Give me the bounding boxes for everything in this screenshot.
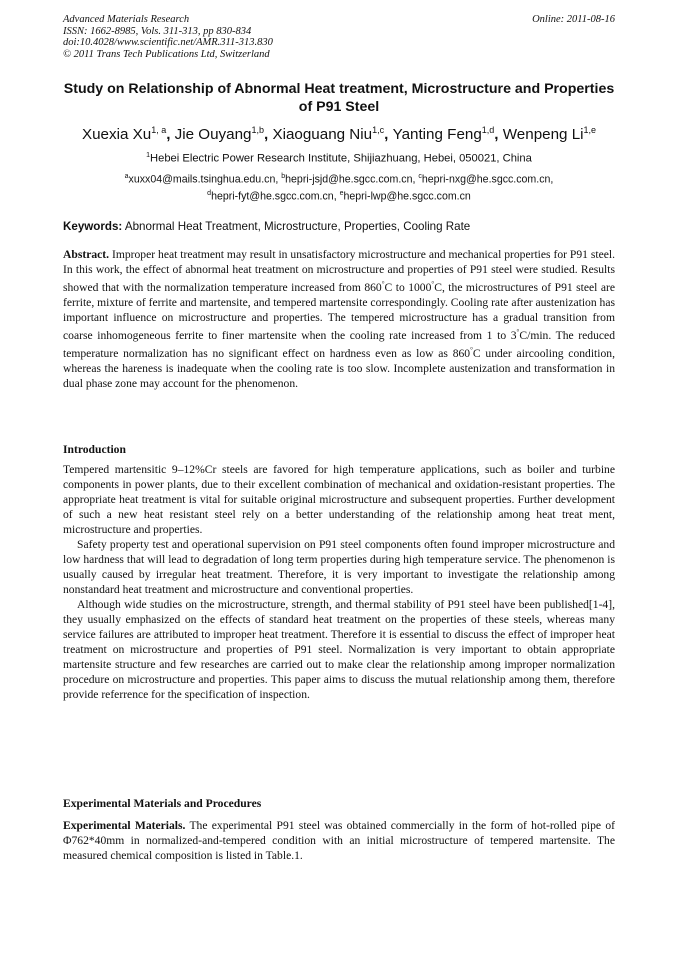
doi-line: doi:10.4028/www.scientific.net/AMR.311-313.830 [63, 37, 273, 48]
abstract-label: Abstract. [63, 248, 110, 261]
paper-title: Study on Relationship of Abnormal Heat treatment, Microstructure and Properties of P91 Steel [63, 81, 615, 115]
abstract-text: C/min. The reduced temperature normalization has no significant effect on hardness even as low as 860 [63, 328, 615, 360]
journal-name: Advanced Materials Research [63, 14, 190, 25]
email-mark: c [418, 173, 422, 180]
author-affil-mark: 1,d [481, 125, 495, 135]
degree-sign: ° [516, 327, 520, 336]
issn-line: ISSN: 1662-8985, Vols. 311-313, pp 830-834 [63, 25, 252, 37]
email-mark: b [281, 173, 286, 180]
introduction-paragraph: Tempered martensitic 9–12%Cr steels are favored for high temperature applications, such as boiler and turbine components in power plants, due to their excellent combination of mechanical and oxidation-resistant properties. The appropriate heat treatment is vital for suitable original microstructure and subsequent properties. Further development of such a new heat resistant steel rely on a better understanding of the relationship among heat treat ment, microstructure and properties. [63, 463, 615, 536]
author-affil-mark: 1, a [151, 125, 167, 135]
email-address[interactable]: hepri-lwp@he.sgcc.com.cn [343, 190, 471, 203]
author-affil-mark: 1,c [372, 125, 385, 135]
experimental-materials-text: The experimental P91 steel was obtained commercially in the form of hot-rolled pipe of Φ762*40mm in normalized-and-tempered condition with an initial microstructure of tempered martensite. The measured chemical composition is listed in Table.1. [63, 819, 615, 862]
email-list: $^a$xuxx04@mails.tsinghua.edu.cn, $^b$hepri-jsjd@he.sgcc.com.cn, $^c$hepri-nxg@he.sgcc.com.cn, $^d$hepri-fyt@he.sgcc.com.cn, $^e$hepri-lwp@he.sgcc.com.cn [124, 173, 554, 203]
author-name: Xuexia Xu [81, 126, 152, 144]
abstract-text: C under aircooling condition, whereas the hareness is inadequate when the cooling rate is too slow. Incomplete austenization and transformation in dual phase zone may account for the phenomenon. [63, 346, 615, 390]
keywords-line [63, 220, 615, 234]
degree-sign: ° [470, 345, 473, 354]
email-address[interactable]: hepri-jsjd@he.sgcc.com.cn [285, 173, 413, 186]
affiliation-mark: 1 [146, 152, 151, 159]
online-date: Online: 2011-08-16 [532, 14, 615, 25]
author-name: Wenpeng Li [502, 126, 584, 144]
email-mark: d [207, 189, 212, 197]
experimental-heading: Experimental Materials and Procedures [63, 797, 262, 810]
author-list: Xuexia Xu$^{1, a}$, Jie Ouyang$^{1,b}$, Xiaoguang Niu$^{1,c}$, Yanting Feng$^{1,d}$, Wenpeng Li$^{1,e}$ [81, 125, 597, 144]
author-affil-mark: 1,e [583, 125, 597, 135]
introduction-section [63, 462, 615, 702]
author-affil-mark: 1,b [251, 125, 264, 135]
abstract-text: Improper heat treatment may result in unsatisfactory microstructure and mechanical properties for P91 steel. In this work, the effect of abnormal heat treatment on microstructure and properties of P91 steel were studied. Results showed that with the normalization temperature increased from 860 [63, 248, 615, 294]
introduction-paragraph: Although wide studies on the microstructure, strength, and thermal stability of P91 steel have been published[1-4], they usually emphasized on the effects of standard heat treatment on the properties of these steels, whereas many service failures are attributed to improper heat treatment. Therefore it is essential to discuss the effect of improper heat treatment on microstructure and properties of P91 steel. Normalization is very important to obtain appropriate martensite structure and few researches are carried out to make clear the relationship among improper normalization procedure on microstructure and properties. This paper aims to discuss the mutual relationship among them, therefore provide referrence for the specification of inspection. [63, 598, 615, 701]
experimental-section [63, 818, 615, 863]
email-address[interactable]: hepri-nxg@he.sgcc.com.cn [421, 173, 551, 186]
copyright-line: © 2011 Trans Tech Publications Ltd, Switzerland [63, 48, 270, 60]
introduction-paragraph: Safety property test and operational supervision on P91 steel components often found improper microstructure and low hardness that will lead to degradation of long term properties during high temperature service. The phenomenon is usually caused by irregular heat treatment. Therefore, it is very important to investigate the relationship among nonstandard heat treatment and microstructure and conventional properties. [63, 538, 615, 596]
abstract-text: C, the microstructures of P91 steel are ferrite, mixture of ferrite and martensite, and tempered martensite correspondingly. Cooling rate after austenization has important influence on microstructure and properties. The tempered microstructure has a gradual transition from coarse inhomogeneous ferrite to finer martensite when the cooling rate increased from 1 to 3 [63, 280, 615, 342]
author-name: Jie Ouyang [174, 126, 252, 144]
author-name: Xiaoguang Niu [272, 126, 373, 144]
affiliation-text: Hebei Electric Power Research Institute, Shijiazhuang, Hebei, 050021, China [150, 152, 532, 165]
author-name: Yanting Feng [392, 126, 482, 144]
keywords-label: Keywords: [63, 220, 123, 233]
email-mark: a [124, 173, 129, 180]
introduction-heading: Introduction [63, 443, 126, 456]
abstract-section [63, 247, 615, 391]
abstract-text: C to 1000 [384, 280, 432, 294]
affiliation [63, 149, 615, 166]
degree-sign: ° [431, 280, 435, 288]
keywords-text: Abnormal Heat Treatment, Microstructure, Properties, Cooling Rate [124, 220, 471, 233]
degree-sign: ° [381, 280, 385, 288]
experimental-materials-label: Experimental Materials. [63, 819, 186, 832]
email-address[interactable]: xuxx04@mails.tsinghua.edu.cn [128, 173, 276, 186]
email-mark: e [339, 189, 344, 197]
journal-header [63, 14, 615, 60]
email-address[interactable]: hepri-fyt@he.sgcc.com.cn [211, 190, 334, 203]
